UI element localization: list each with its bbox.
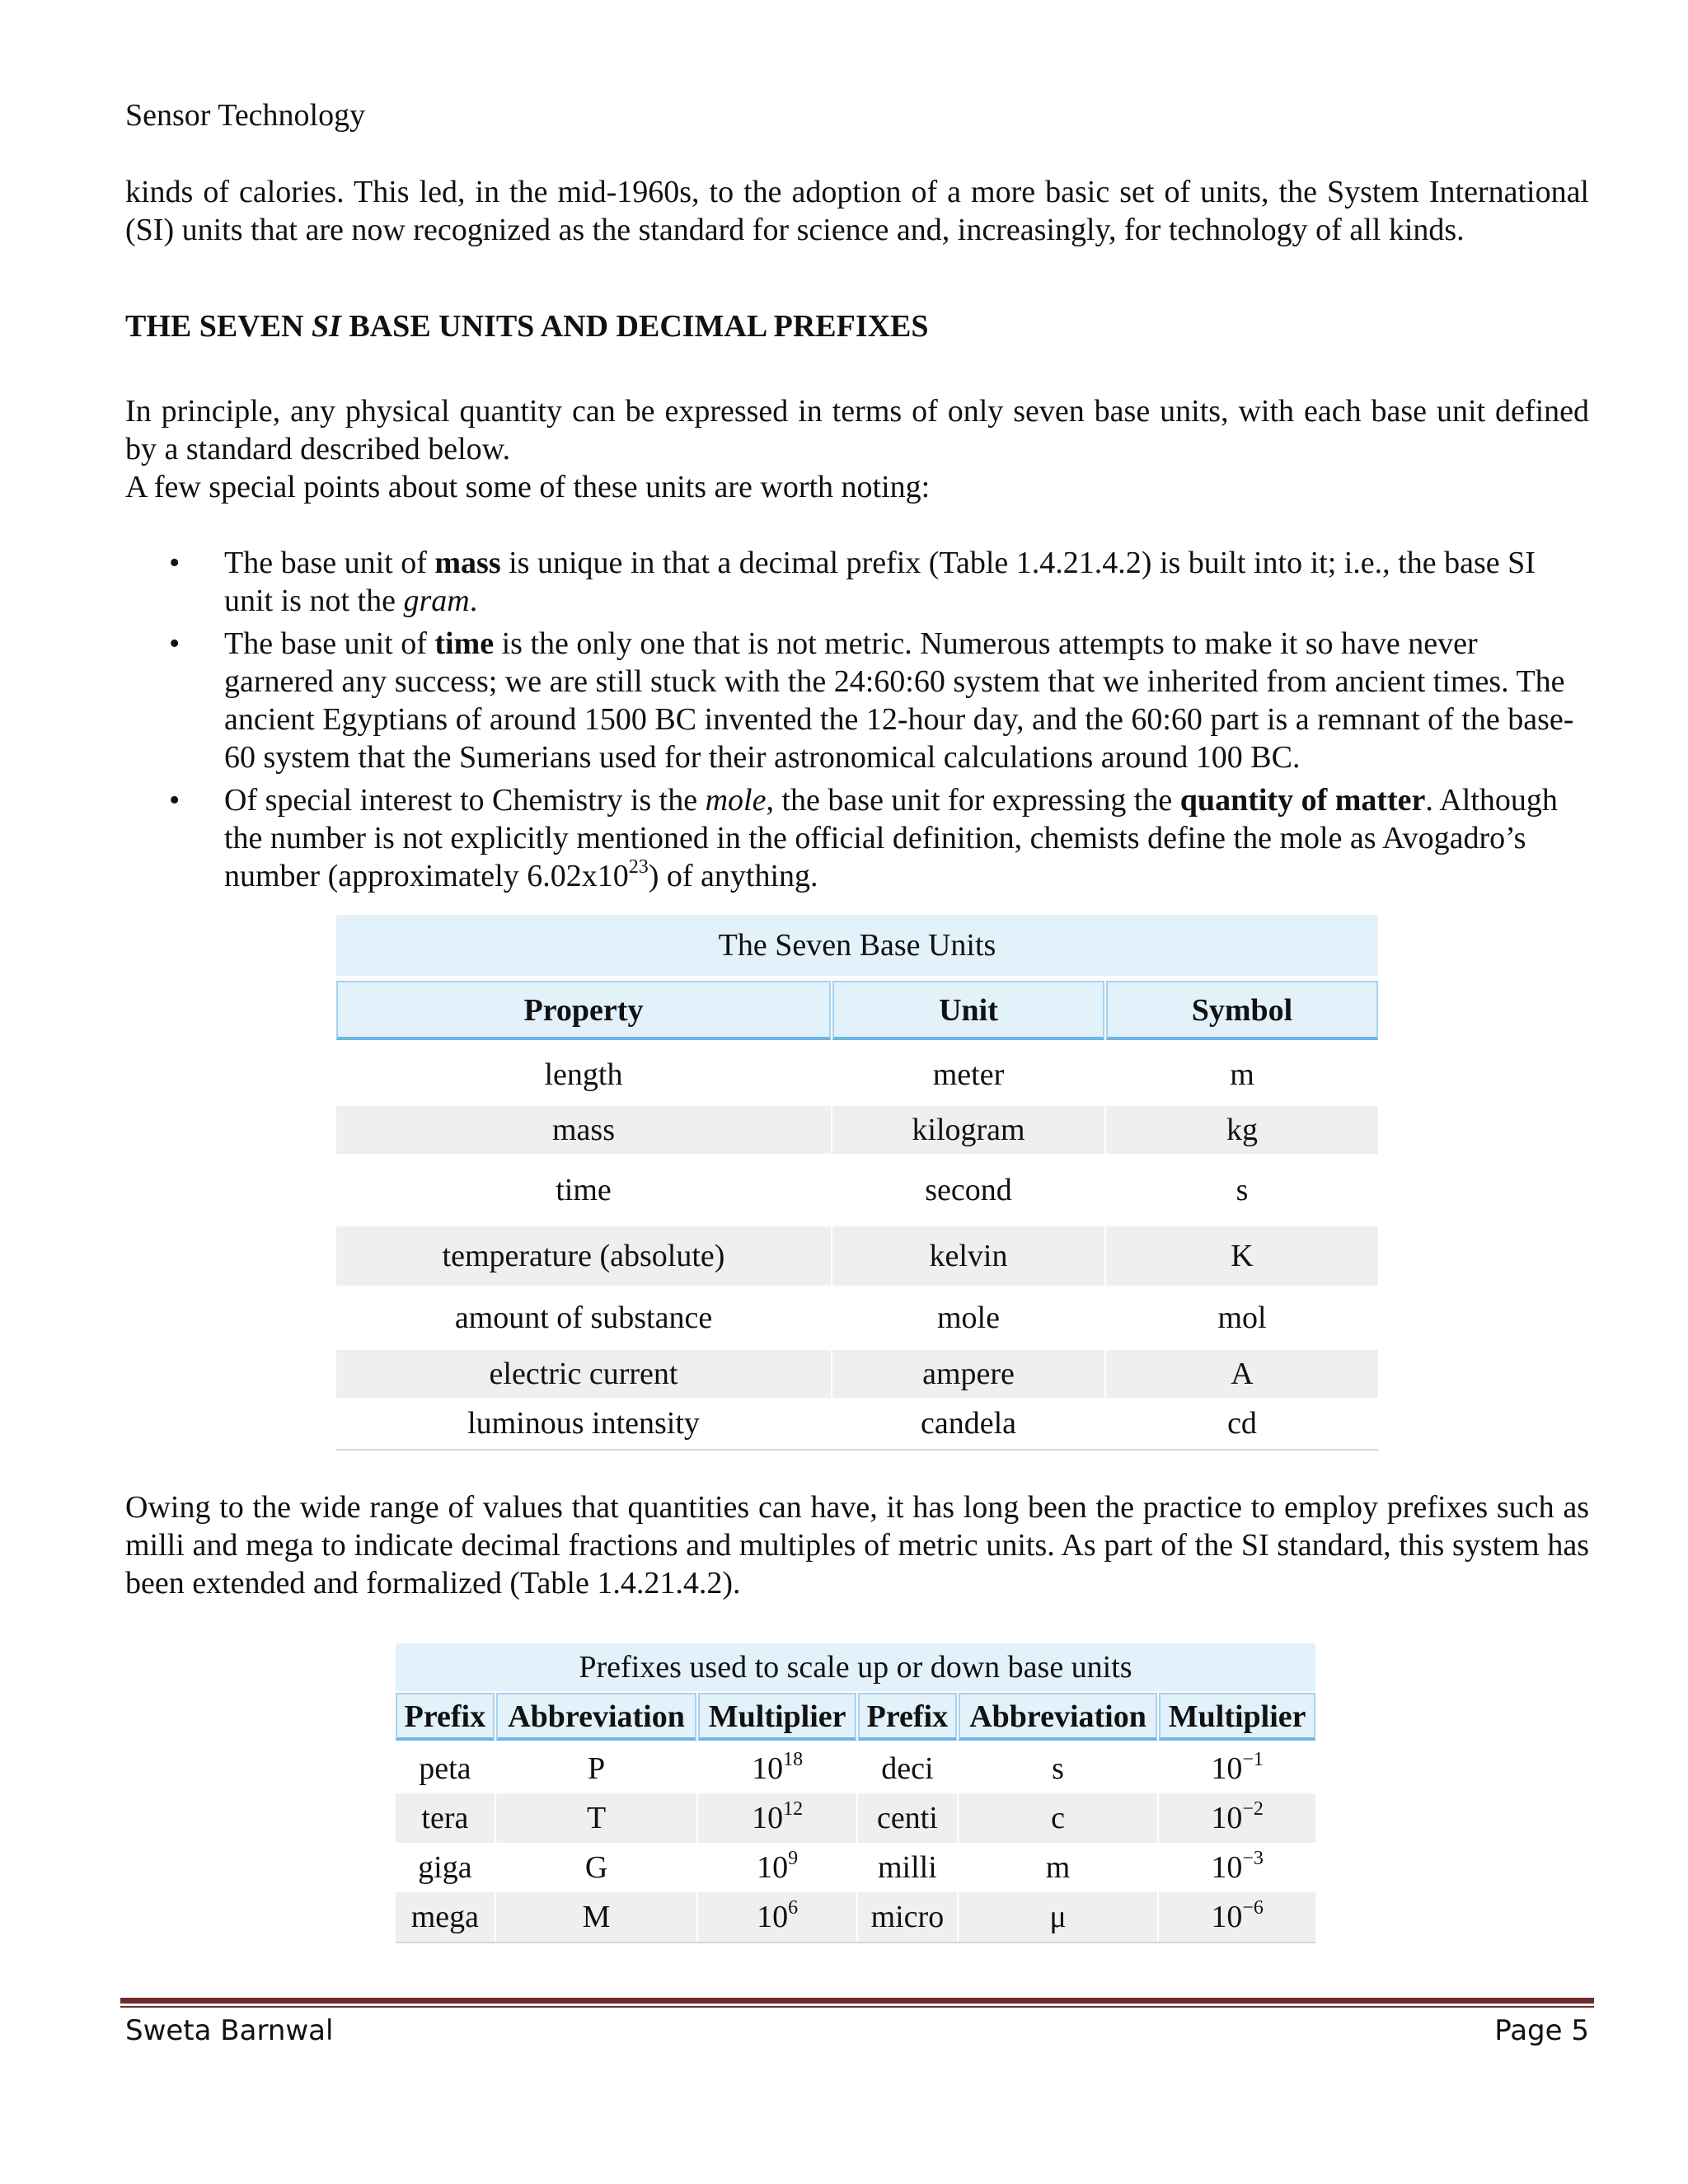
running-header: Sensor Technology — [125, 98, 366, 133]
table-cell: M — [496, 1892, 697, 1942]
table-cell — [1159, 1793, 1315, 1843]
mole-note-pre: Of special interest to Chemistry is the — [224, 783, 706, 818]
table-cell: candela — [920, 1406, 1017, 1441]
table-cell — [1159, 1843, 1315, 1892]
table-cell: m — [1230, 1057, 1254, 1092]
table-cell: μ — [959, 1892, 1158, 1942]
table-caption: The Seven Base Units — [336, 915, 1378, 976]
quantity-bold: quantity of matter — [1179, 783, 1426, 818]
header-unit: Unit — [832, 981, 1104, 1040]
multiplier-base: 10 — [757, 1850, 789, 1885]
bullet-marker: • — [169, 626, 181, 661]
table-cell: c — [959, 1793, 1158, 1843]
table-cell: electric current — [336, 1350, 831, 1398]
multiplier-base: 10 — [757, 1900, 789, 1934]
principle-line-1: In principle, any physical quantity can be expressed in terms of only seven base units, with each base unit defined by a standard described below. — [125, 394, 1589, 466]
table-header-row — [336, 976, 1378, 1040]
table-row — [336, 1154, 1378, 1226]
footer-page-number: Page 5 — [1494, 2014, 1589, 2047]
table-cell: kg — [1106, 1106, 1378, 1154]
list-item — [125, 781, 1589, 895]
mole-note-post: ) of anything. — [648, 859, 818, 893]
time-bold: time — [434, 626, 495, 661]
heading-si: SI — [311, 309, 341, 344]
table-row — [396, 1892, 1315, 1943]
table-cell: s — [1236, 1173, 1249, 1207]
multiplier-base: 10 — [752, 1801, 784, 1835]
mass-note-pre: The base unit of — [224, 546, 435, 580]
table-cell: ampere — [832, 1350, 1104, 1398]
table-cell — [698, 1744, 856, 1793]
list-item — [125, 625, 1589, 776]
header-multiplier: Multiplier — [1159, 1693, 1315, 1741]
table-cell: A — [1106, 1350, 1378, 1398]
table-cell: meter — [932, 1057, 1005, 1092]
table-row — [336, 1398, 1378, 1451]
table-cell: length — [544, 1057, 623, 1092]
header-abbreviation: Abbreviation — [496, 1693, 697, 1741]
table-cell: m — [1045, 1850, 1071, 1885]
mole-italic: mole — [705, 783, 767, 818]
table-cell: s — [1052, 1751, 1064, 1786]
heading-part-2: BASE UNITS AND DECIMAL PREFIXES — [340, 309, 929, 344]
mass-note-post: . — [469, 583, 478, 618]
multiplier-base: 10 — [752, 1751, 784, 1786]
gram-italic: gram — [403, 583, 470, 618]
header-abbreviation: Abbreviation — [959, 1693, 1158, 1741]
multiplier-exponent: 18 — [783, 1749, 804, 1771]
table-cell: amount of substance — [454, 1301, 713, 1335]
avogadro-exponent: 23 — [628, 856, 649, 879]
table-cell: kelvin — [832, 1226, 1104, 1286]
table-row — [336, 1226, 1378, 1286]
table-header-row — [396, 1691, 1315, 1741]
notes-list — [125, 544, 1589, 900]
table-cell: mol — [1217, 1301, 1267, 1335]
table-cell: P — [587, 1751, 606, 1786]
bullet-marker: • — [169, 546, 181, 580]
footer-rule — [120, 1998, 1594, 2004]
table-cell — [698, 1892, 856, 1942]
time-note-pre: The base unit of — [224, 626, 435, 661]
multiplier-base: 10 — [1211, 1801, 1243, 1835]
multiplier-exponent: −2 — [1242, 1798, 1264, 1821]
multiplier-base: 10 — [1211, 1900, 1243, 1934]
multiplier-exponent: −3 — [1242, 1848, 1264, 1870]
table-cell: mega — [396, 1892, 495, 1942]
table-cell: T — [496, 1793, 697, 1843]
owing-paragraph: Owing to the wide range of values that quantities can have, it has long been the practice to employ prefixes such as milli and mega to indicate decimal fractions and multiples of metric units. As part of the SI standard, this system has been extended and formalized (Table 1.4.21.4.2). — [125, 1490, 1589, 1601]
table-cell — [1159, 1744, 1315, 1793]
header-prefix: Prefix — [396, 1693, 495, 1741]
table-cell: kilogram — [832, 1106, 1104, 1154]
mass-note-mid: is unique in that a decimal prefix (Table 1.4.21.4.2) is built into it; i.e., the base SI unit is not the — [224, 546, 1536, 618]
header-symbol: Symbol — [1106, 981, 1378, 1040]
table-cell: second — [925, 1173, 1012, 1207]
table-row — [336, 1350, 1378, 1398]
intro-paragraph: kinds of calories. This led, in the mid-1960s, to the adoption of a more basic set of units, the System International (SI) units that are now recognized as the standard for science and, increasingly, for technology of all kinds. — [125, 175, 1589, 247]
table-cell: temperature (absolute) — [336, 1226, 831, 1286]
table-row — [396, 1744, 1315, 1793]
header-multiplier: Multiplier — [698, 1693, 856, 1741]
table-cell — [1159, 1892, 1315, 1942]
mole-note-mid2: . Although the number is not explicitly mentioned in the official definition, chemists define the mole as Avogadro’s number (approximately 6.02x10 — [224, 783, 1558, 893]
table-cell: tera — [396, 1793, 495, 1843]
multiplier-exponent: 12 — [783, 1798, 804, 1821]
table-cell: mass — [336, 1106, 831, 1154]
table-cell: micro — [858, 1892, 957, 1942]
table-cell: time — [556, 1173, 612, 1207]
multiplier-base: 10 — [1211, 1850, 1243, 1885]
prefixes-table — [396, 1643, 1315, 1943]
heading-part-1: THE SEVEN — [125, 309, 312, 344]
principle-line-2: A few special points about some of these units are worth noting: — [125, 470, 931, 504]
mole-note-mid: , the base unit for expressing the — [766, 783, 1180, 818]
table-cell: deci — [881, 1751, 934, 1786]
table-cell: giga — [418, 1850, 472, 1885]
table-cell: peta — [419, 1751, 471, 1786]
bullet-marker: • — [169, 783, 181, 818]
table-row — [336, 1043, 1378, 1106]
table-row — [396, 1843, 1315, 1892]
footer-author: Sweta Barnwal — [125, 2014, 334, 2047]
principle-paragraph — [125, 392, 1589, 506]
table-cell — [698, 1793, 856, 1843]
table-row — [336, 1106, 1378, 1154]
table-cell: milli — [877, 1850, 937, 1885]
multiplier-exponent: −1 — [1242, 1749, 1264, 1771]
table-row — [336, 1286, 1378, 1350]
footer-rule-thin — [120, 2006, 1594, 2008]
list-item — [125, 544, 1589, 620]
multiplier-base: 10 — [1211, 1751, 1243, 1786]
table-cell: centi — [858, 1793, 957, 1843]
table-cell: cd — [1227, 1406, 1257, 1441]
multiplier-exponent: 9 — [788, 1848, 799, 1870]
header-property: Property — [336, 981, 831, 1040]
table-row — [396, 1793, 1315, 1843]
table-cell: K — [1106, 1226, 1378, 1286]
table-cell: mole — [937, 1301, 1000, 1335]
multiplier-exponent: 6 — [788, 1897, 799, 1919]
table-cell: luminous intensity — [467, 1406, 700, 1441]
multiplier-exponent: −6 — [1242, 1897, 1264, 1919]
table-cell — [698, 1843, 856, 1892]
table-caption: Prefixes used to scale up or down base units — [396, 1643, 1315, 1691]
mass-bold: mass — [434, 546, 501, 580]
section-heading — [125, 308, 929, 344]
header-prefix: Prefix — [858, 1693, 957, 1741]
base-units-table — [336, 915, 1378, 1451]
time-note-post: is the only one that is not metric. Numerous attempts to make it so have never garnered any success; we are still stuck with the 24:60:60 system that we inherited from ancient times. The ancient Egyptians of around 1500 BC invented the 12-hour day, and the 60:60 part is a remnant of the base-60 system that the Sumerians used for their astronomical calculations around 100 BC. — [224, 626, 1574, 775]
table-cell: G — [584, 1850, 608, 1885]
